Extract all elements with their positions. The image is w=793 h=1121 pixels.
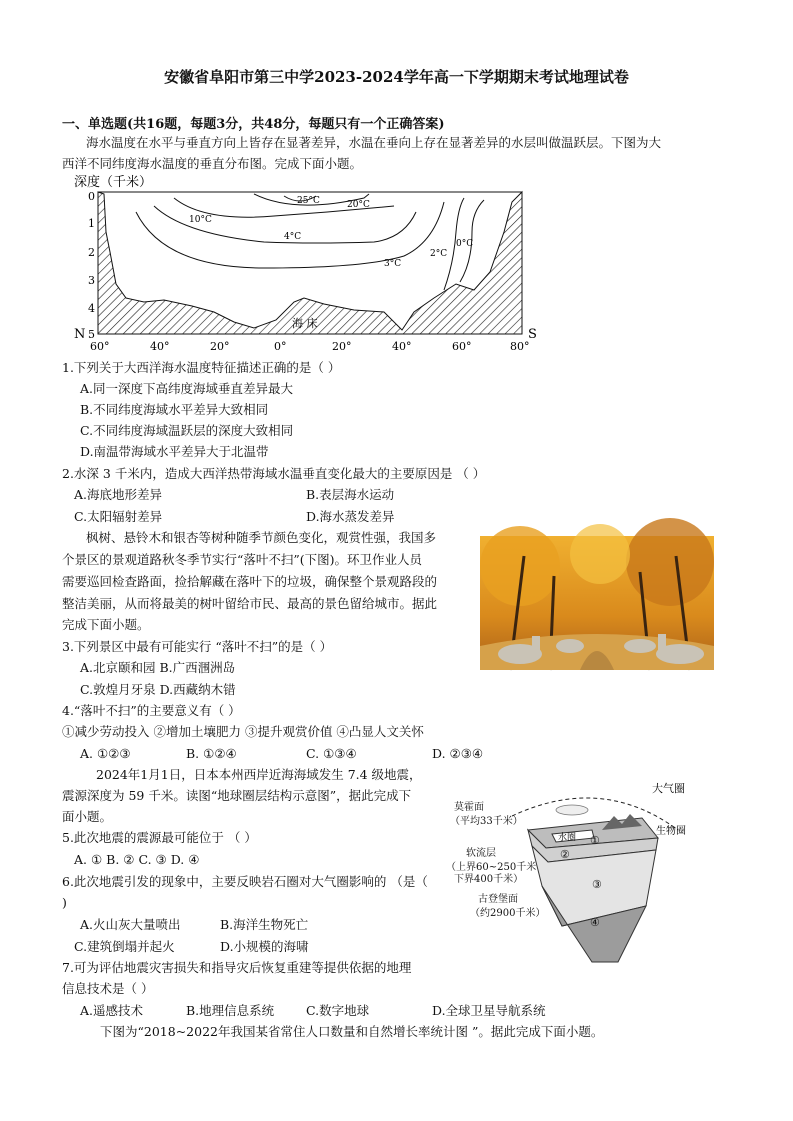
asthenosphere-lower-label: 下界400千米） [454, 874, 524, 885]
isotherm-label-3: 3°C [384, 259, 402, 269]
y-axis-label: 深度（千米） [74, 175, 153, 190]
layer-1-number: ① [590, 834, 600, 847]
isotherm-label-0: 0°C [456, 239, 474, 249]
south-label: S [528, 327, 537, 342]
cloud-icon [556, 805, 588, 815]
earth-layers-diagram [442, 776, 686, 966]
page-title: 安徽省阜阳市第三中学2023-2024学年高一下学期期末考试地理试卷 [164, 68, 629, 86]
isotherm-label-2: 2°C [430, 249, 448, 259]
isotherm-lines [136, 194, 484, 290]
isotherm-label-25: 25°C [297, 196, 320, 206]
y-tick-2: 2 [88, 246, 95, 259]
biosphere-label: 生物圈 [656, 826, 686, 837]
gutenberg-depth-label: （约2900千米） [470, 908, 546, 919]
y-tick-5: 5 [88, 328, 95, 341]
moho-label: 莫霍面 [454, 802, 484, 813]
x-tick-60n: 60° [90, 340, 110, 353]
x-tick-40n: 40° [150, 340, 170, 353]
atmosphere-label: 大气圈 [652, 782, 685, 795]
isotherm-label-20: 20°C [347, 200, 370, 210]
x-tick-60s: 60° [452, 340, 472, 353]
intro-paragraph-4: 下图为“2018~2022年我国某省常住人口数量和自然增长率统计图 ”。据此完成下面小题。 [100, 1024, 604, 1039]
y-tick-3: 3 [88, 274, 95, 287]
section-heading: 一、单选题(共16题，每题3分，共48分，每题只有一个正确答案) [62, 117, 445, 132]
y-tick-4: 4 [88, 302, 95, 315]
y-tick-labels [88, 190, 95, 341]
layer-3-number: ③ [592, 878, 602, 891]
ocean-temperature-chart [64, 172, 544, 352]
x-tick-20s: 20° [332, 340, 352, 353]
isotherm-label-4: 4°C [284, 232, 302, 242]
north-label: N [74, 327, 86, 342]
hydrosphere-label: 水圈 [558, 833, 577, 843]
moho-depth-label: （平均33千米） [450, 816, 523, 827]
asthenosphere-upper-label: （上界60~250千米 [446, 862, 537, 873]
x-tick-labels [90, 340, 530, 353]
y-tick-1: 1 [88, 217, 95, 230]
x-tick-0: 0° [274, 340, 287, 353]
asthenosphere-label: 软流层 [466, 848, 496, 859]
autumn-leaves-photo [480, 536, 714, 670]
x-tick-20n: 20° [210, 340, 230, 353]
isotherm-label-10: 10°C [189, 215, 212, 225]
x-tick-80s: 80° [510, 340, 530, 353]
seafloor-label: 海 床 [292, 317, 318, 330]
x-tick-40s: 40° [392, 340, 412, 353]
layer-4-number: ④ [590, 916, 600, 929]
layer-2-number: ② [560, 848, 570, 861]
gutenberg-label: 古登堡面 [478, 894, 518, 905]
y-tick-0: 0 [88, 190, 95, 203]
